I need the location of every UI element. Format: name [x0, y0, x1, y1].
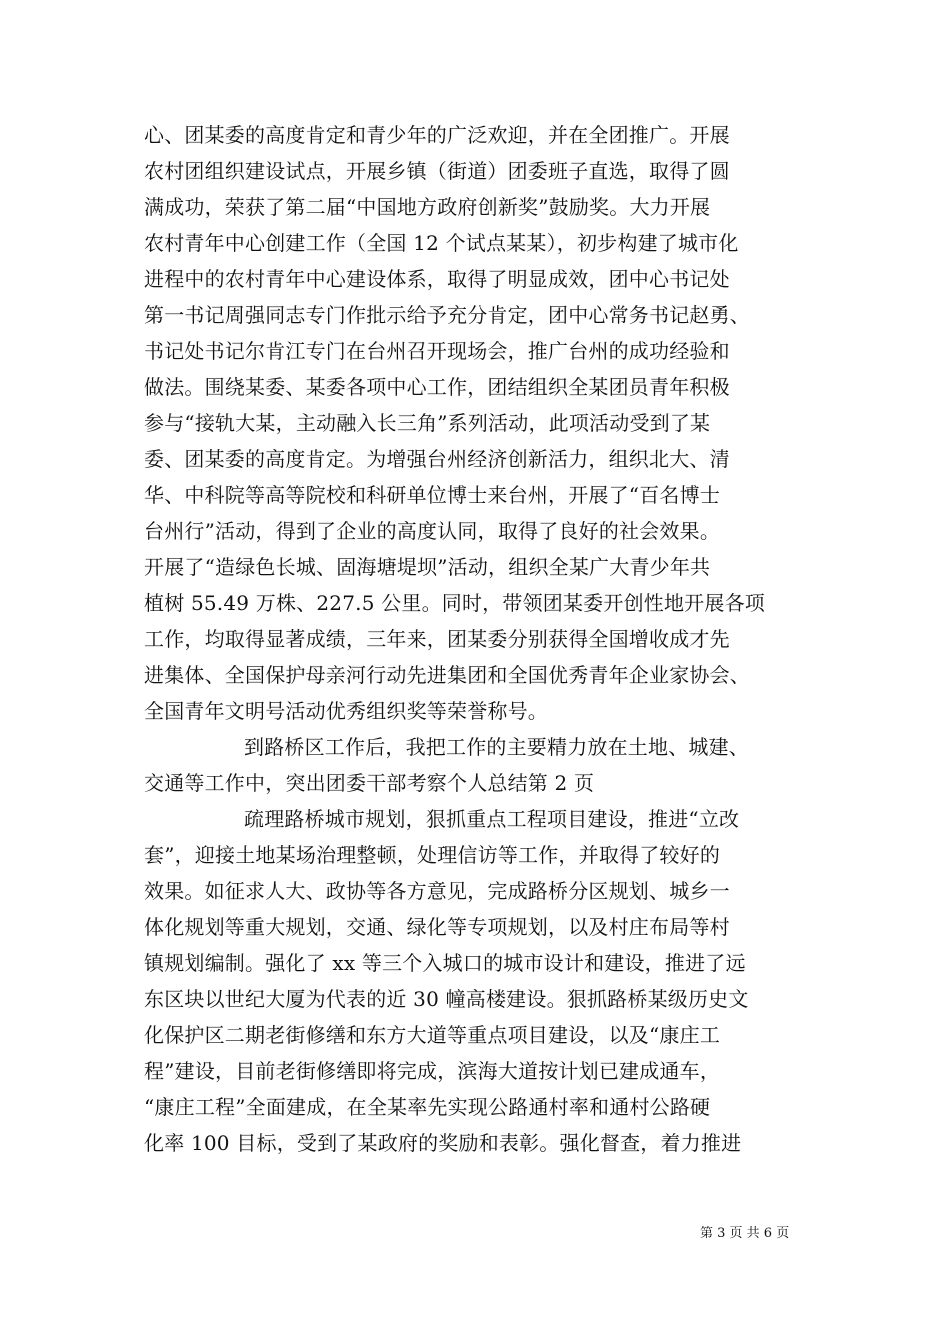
text-line: 农村青年中心创建工作（全国 12 个试点某某），初步构建了城市化 — [144, 231, 739, 255]
text-line: 东区块以世纪大厦为代表的近 30 幢高楼建设。狠抓路桥某级历史文 — [144, 987, 749, 1011]
text-line: 第一书记周强同志专门作批示给予充分肯定，团中心常务书记赵勇、 — [144, 303, 750, 327]
text-line: 委、团某委的高度肯定。为增强台州经济创新活力，组织北大、清 — [144, 447, 730, 471]
text-line: 华、中科院等高等院校和科研单位博士来台州，开展了“百名博士 — [144, 483, 721, 507]
text-line: 工作，均取得显著成绩，三年来，团某委分别获得全国增收成才先 — [144, 627, 730, 651]
text-line: 体化规划等重大规划，交通、绿化等专项规划，以及村庄布局等村 — [144, 915, 730, 939]
text-line: 全国青年文明号活动优秀组织奖等荣誉称号。 — [144, 699, 548, 723]
text-line: 化保护区二期老街修缮和东方大道等重点项目建设，以及“康庄工 — [144, 1023, 721, 1047]
text-line: 心、团某委的高度肯定和青少年的广泛欢迎，并在全团推广。开展 — [144, 123, 730, 147]
text-line: 开展了“造绿色长城、固海塘堤坝”活动，组织全某广大青少年共 — [144, 555, 711, 579]
text-line: 参与“接轨大某，主动融入长三角”系列活动，此项活动受到了某 — [144, 411, 711, 435]
body-text — [144, 117, 834, 1161]
text-line: 农村团组织建设试点，开展乡镇（街道）团委班子直选，取得了圆 — [144, 159, 730, 183]
text-line: 效果。如征求人大、政协等各方意见，完成路桥分区规划、城乡一 — [144, 879, 730, 903]
text-line: 镇规划编制。强化了 xx 等三个入城口的城市设计和建设，推进了远 — [144, 951, 746, 975]
text-line: 进集体、全国保护母亲河行动先进集团和全国优秀青年企业家协会、 — [144, 663, 750, 687]
text-line: “康庄工程”全面建成，在全某率先实现公路通村率和通村公路硬 — [144, 1095, 711, 1119]
text-line: 化率 100 目标，受到了某政府的奖励和表彰。强化督查，着力推进 — [144, 1131, 742, 1155]
text-line: 做法。围绕某委、某委各项中心工作，团结组织全某团员青年积极 — [144, 375, 730, 399]
text-line: 满成功，荣获了第二届“中国地方政府创新奖”鼓励奖。大力开展 — [144, 195, 711, 219]
text-line: 进程中的农村青年中心建设体系，取得了明显成效，团中心书记处 — [144, 267, 730, 291]
text-line: 书记处书记尔肯江专门在台州召开现场会，推广台州的成功经验和 — [144, 339, 730, 363]
paragraph-start-line: 疏理路桥城市规划，狠抓重点工程项目建设，推进“立改 — [244, 807, 740, 831]
text-line: 套”，迎接土地某场治理整顿，处理信访等工作，并取得了较好的 — [144, 843, 721, 867]
text-line: 程”建设，目前老街修缮即将完成，滨海大道按计划已建成通车， — [144, 1059, 721, 1083]
paragraph-start-line: 到路桥区工作后，我把工作的主要精力放在土地、城建、 — [244, 735, 749, 759]
text-line: 台州行”活动，得到了企业的高度认同，取得了良好的社会效果。 — [144, 519, 721, 543]
text-line: 植树 55.49 万株、227.5 公里。同时，带领团某委开创性地开展各项 — [144, 591, 765, 615]
page-number-footer: 第 3 页 共 6 页 — [700, 1226, 790, 1241]
text-line: 交通等工作中，突出团委干部考察个人总结第 2 页 — [144, 771, 595, 795]
